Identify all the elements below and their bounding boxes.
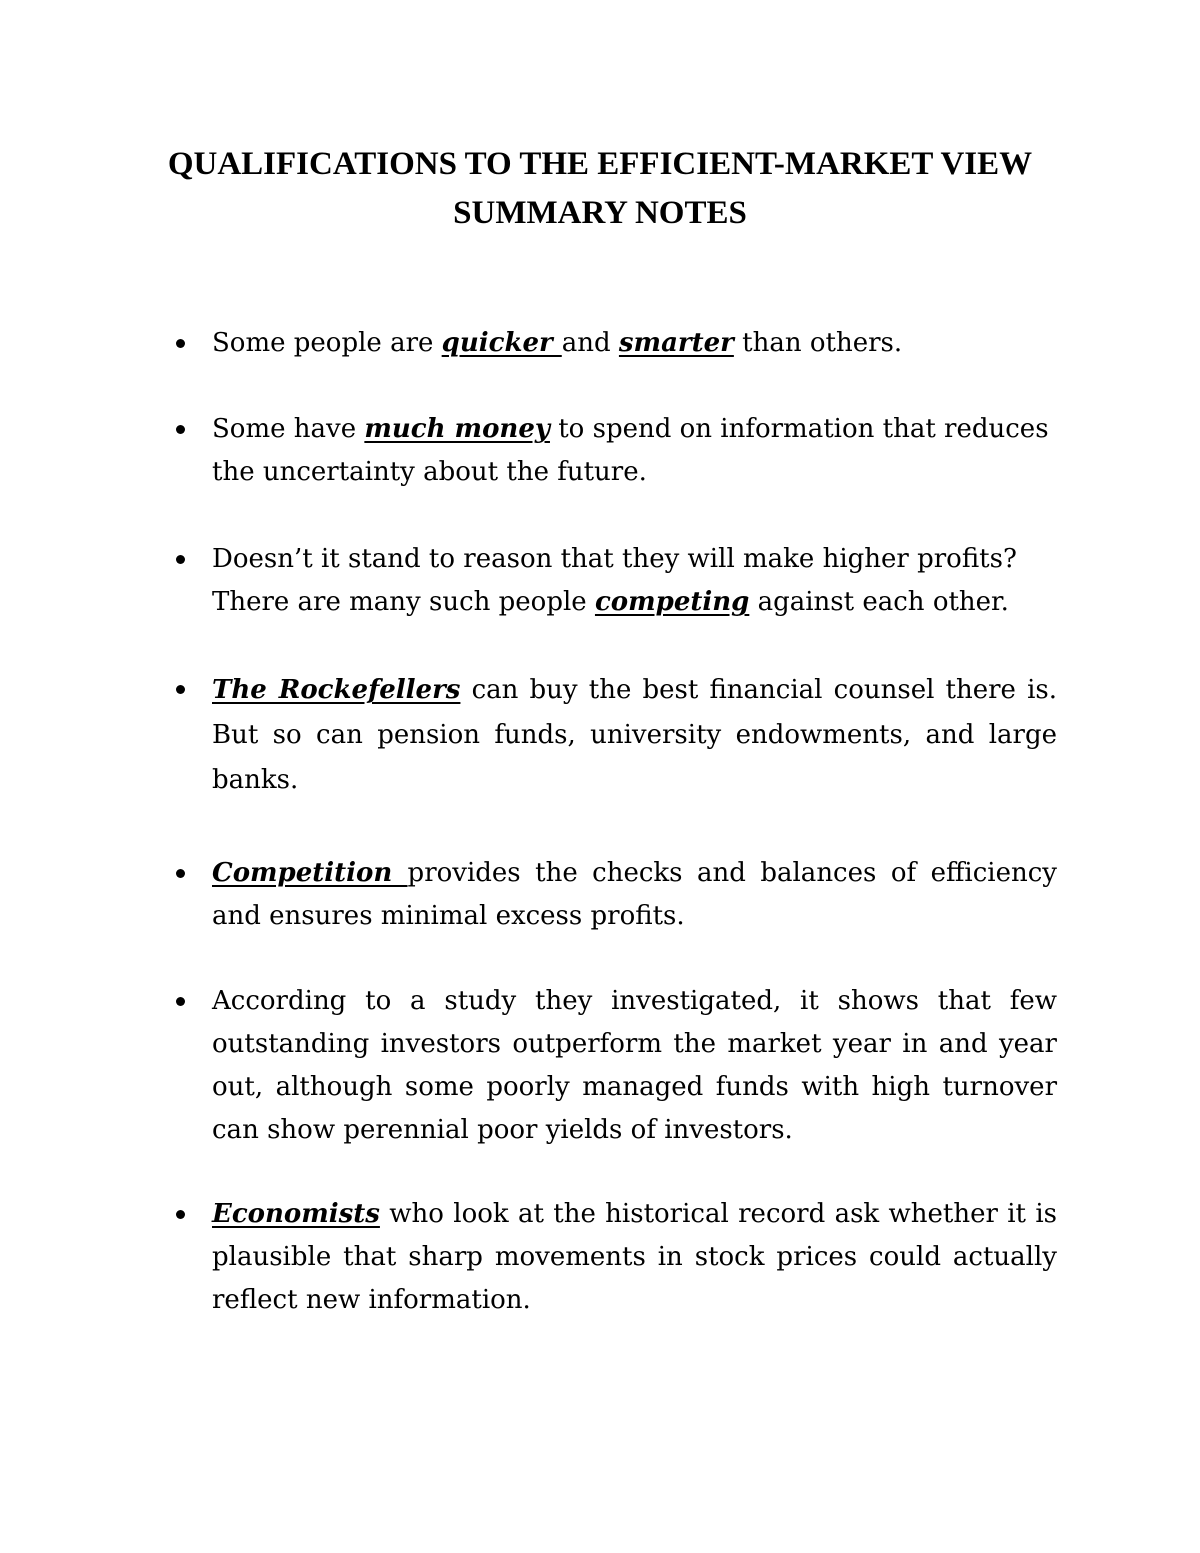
text-segment: to spend on information that reduces the uncertainty about the future. [212,414,1049,487]
list-item-text [212,852,1057,938]
emphasis-text: much money [364,414,550,444]
list-item-text: According to a study they investigated, it shows that few outstanding investors outperform the market year in and year out, although some poorly managed funds with high turnover can show perennial poor yields of investors. [212,986,1057,1145]
bullet-icon [176,997,185,1006]
emphasis-text: competing [594,587,750,617]
bullet-icon [176,685,185,694]
emphasis-text: quicker [441,328,562,358]
bullet-icon [176,869,185,878]
text-segment: against each other. [749,587,1009,617]
list-item-text [212,668,1057,803]
list-item [212,1193,1057,1322]
list-item-text [212,538,1057,624]
list-item [212,322,1057,365]
emphasis-text: smarter [618,328,734,358]
text-segment: provides the checks and balances of efficiency and ensures minimal excess profits. [212,858,1057,931]
document-subtitle: SUMMARY NOTES [453,195,747,231]
emphasis-text: Competition [212,858,408,888]
document-title: QUALIFICATIONS TO THE EFFICIENT-MARKET VIEW [167,146,1033,182]
list-item [212,538,1057,624]
list-item [212,408,1057,494]
list-item-text [212,1193,1057,1322]
text-segment: Doesn’t it stand to reason that they will make higher profits? There are many such people [212,544,1017,617]
list-item-text [212,322,1057,365]
text-segment: and [561,328,619,358]
emphasis-text: Economists [212,1199,380,1229]
text-segment: than others. [733,328,903,358]
text-segment: who look at the historical record ask whether it is plausible that sharp movements in stock prices could actually reflect new information. [212,1199,1057,1315]
text-segment: Some people are [212,328,442,358]
text-segment: can buy the best financial counsel there is. But so can pension funds, university endowments, and large banks. [212,675,1058,795]
bullet-icon [176,425,185,434]
bullet-icon [176,1210,185,1219]
list-item [212,980,1057,1152]
list-item [212,668,1057,803]
text-segment: Some have [212,414,365,444]
bullet-icon [176,339,185,348]
bullet-icon [176,555,185,564]
list-item-text [212,408,1057,494]
emphasis-text: The Rockefellers [212,675,461,705]
list-item [212,852,1057,938]
